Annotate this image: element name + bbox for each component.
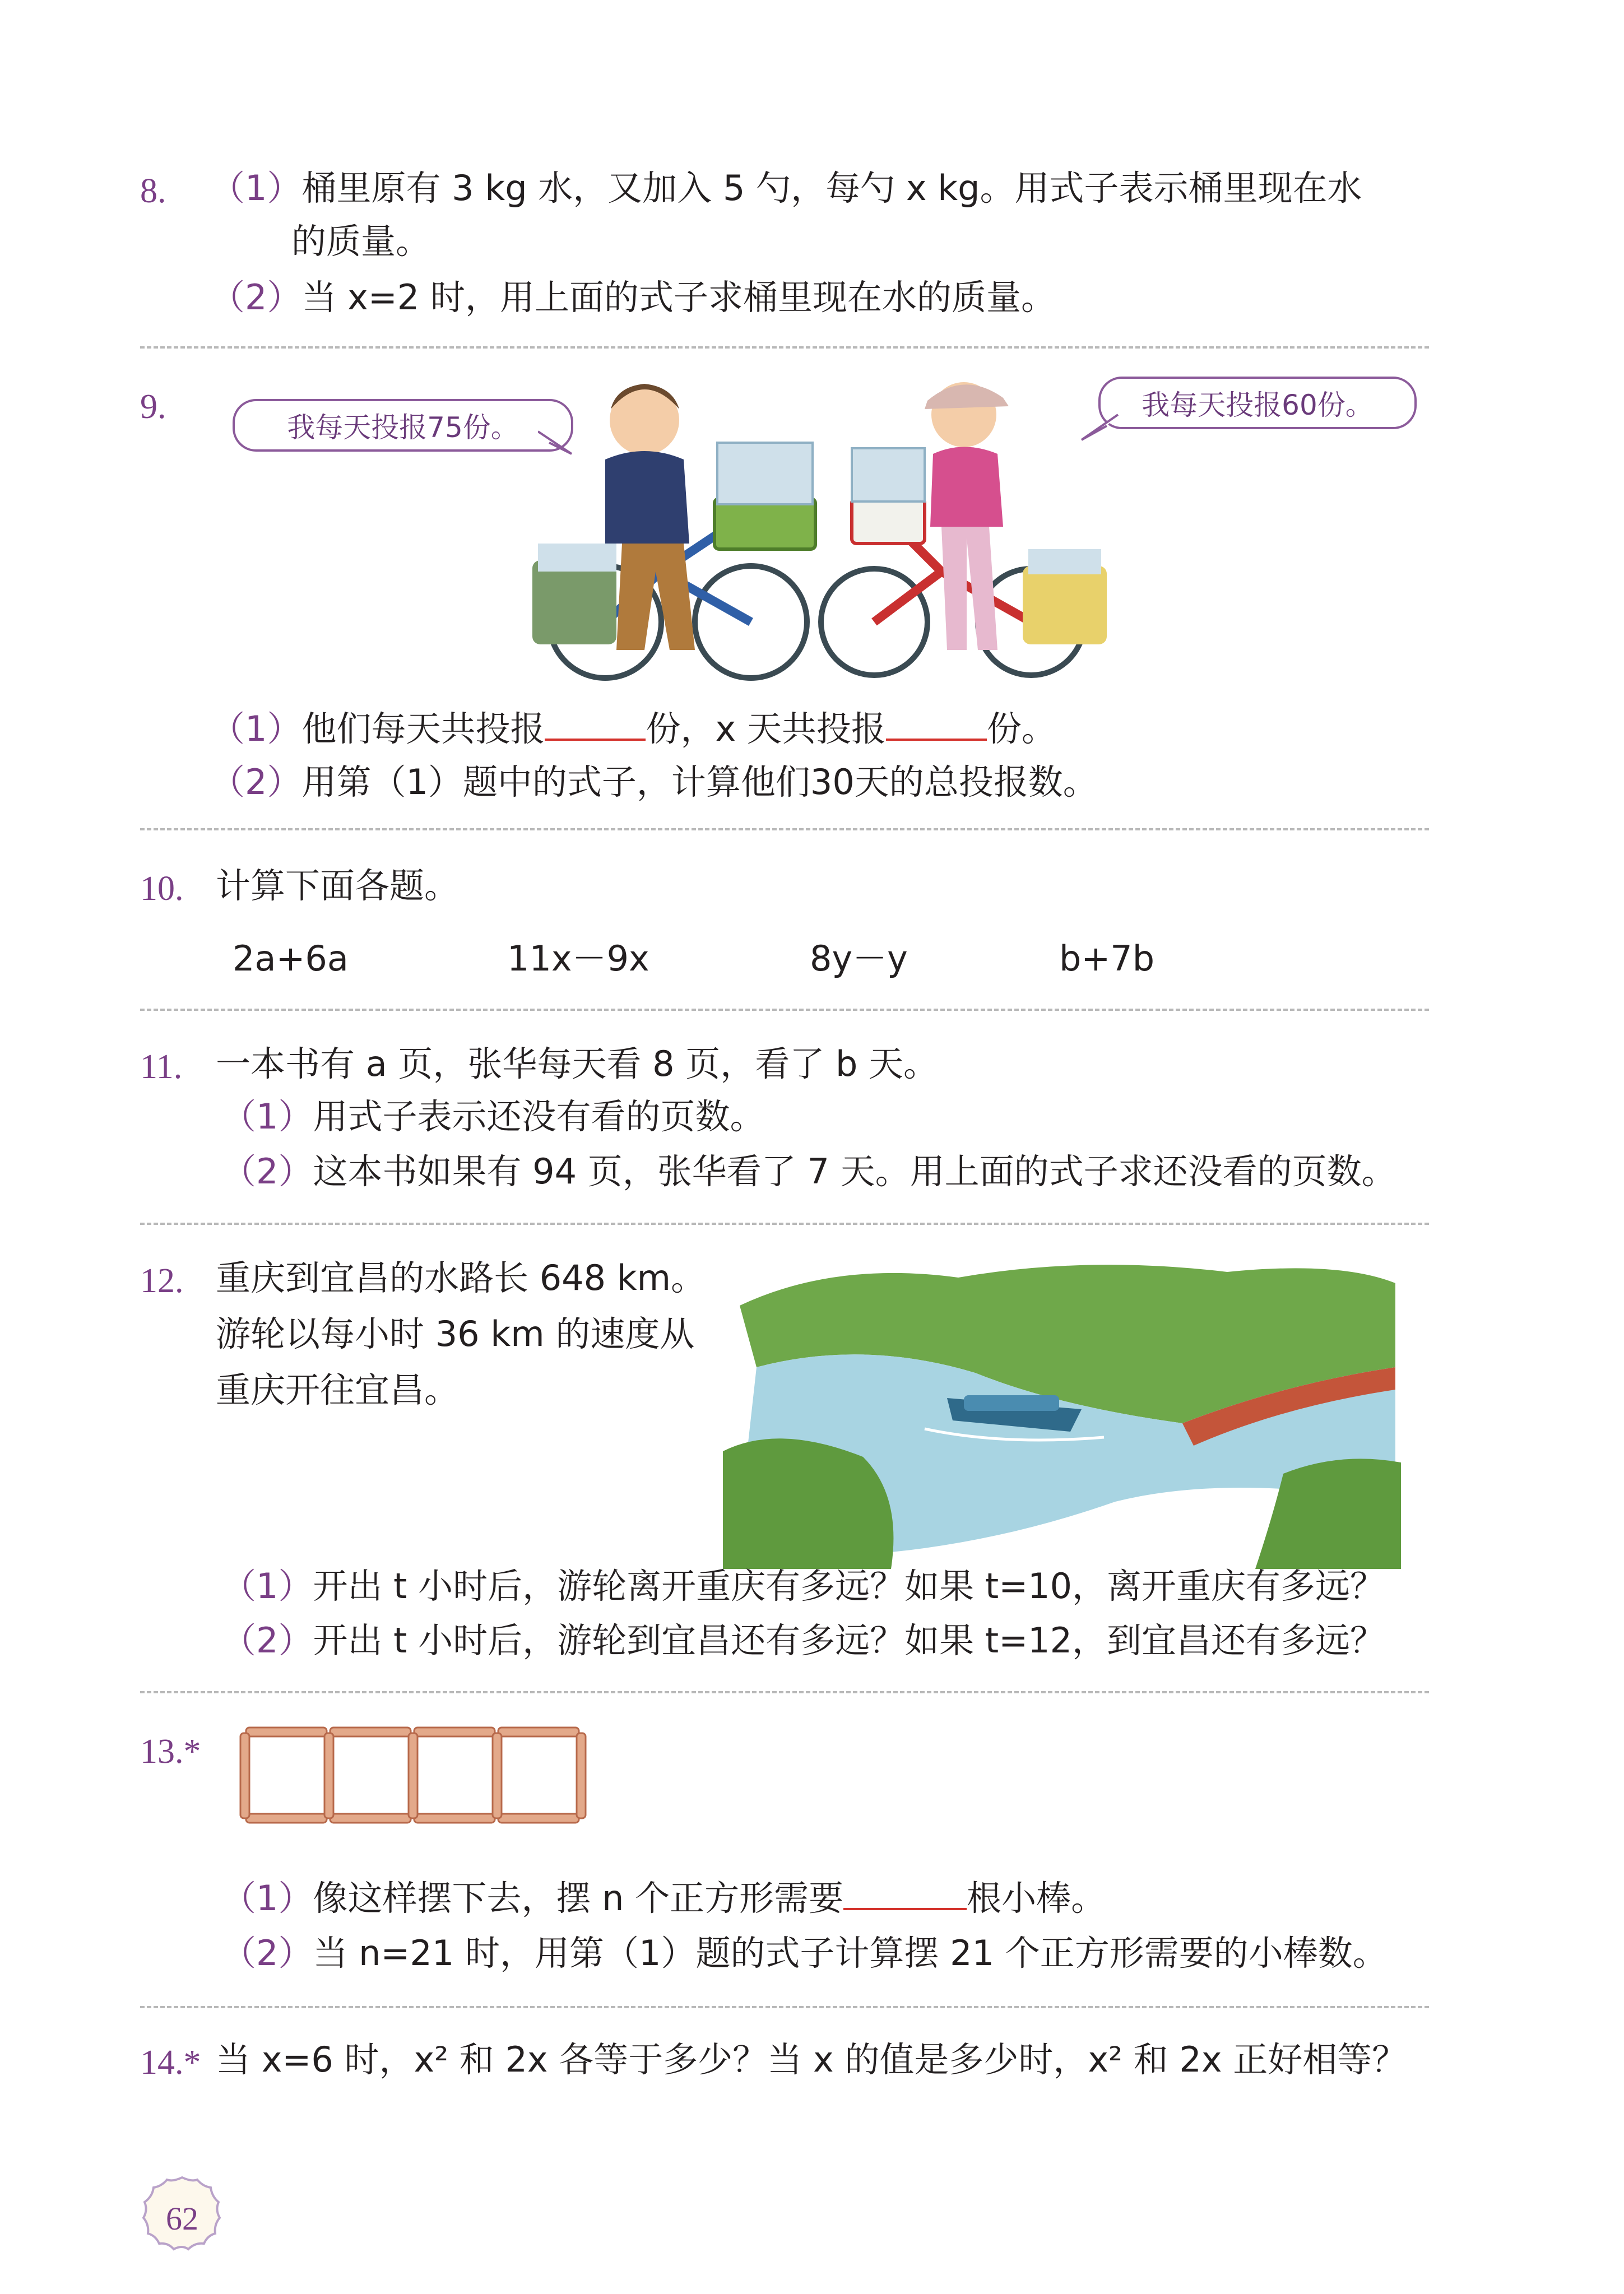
q9-part1-a: 他们每天共投报 — [301, 708, 545, 749]
q13-part1-b: 根小棒。 — [967, 1878, 1106, 1919]
illustration-newspaper-bikes — [516, 359, 1143, 695]
q12-part2-label: （2） — [221, 1620, 313, 1661]
speech-bubble-girl-text: 我每天投报60份。 — [1142, 389, 1374, 421]
q8-part1 — [210, 168, 1362, 208]
q11-part2-text: 这本书如果有 94 页，张华看了 7 天。用上面的式子求还没看的页数。 — [313, 1151, 1396, 1192]
q11-part1 — [221, 1096, 765, 1137]
separator — [140, 346, 1429, 349]
q10-expr-2: 11x－9x — [507, 938, 649, 979]
q12-part2 — [221, 1620, 1385, 1661]
q8-part2-label: （2） — [210, 277, 302, 318]
separator — [140, 1691, 1429, 1693]
illustration-river-cruise — [723, 1238, 1401, 1569]
q12-part1-text: 开出 t 小时后，游轮离开重庆有多远？如果 t=10，离开重庆有多远？ — [313, 1566, 1385, 1606]
q9-part1-b: 份，x 天共投报 — [646, 708, 886, 749]
q11-number: 11. — [140, 1048, 183, 1086]
speech-bubble-boy-text: 我每天投报75份。 — [287, 411, 519, 444]
page-number-badge — [140, 2174, 224, 2258]
q10-expr-3: 8y－y — [810, 938, 908, 979]
q9-part2-text: 用第（1）题中的式子，计算他们30天的总投报数。 — [301, 761, 1098, 802]
answer-blank[interactable] — [545, 711, 646, 741]
q11-part1-text: 用式子表示还没有看的页数。 — [313, 1096, 765, 1137]
q12-part1-label: （1） — [221, 1566, 313, 1606]
q13-part2-label: （2） — [221, 1933, 313, 1973]
separator — [140, 828, 1429, 830]
q12-line2: 游轮以每小时 36 km 的速度从 — [216, 1313, 695, 1354]
q12-line1: 重庆到宜昌的水路长 648 km。 — [216, 1257, 706, 1298]
q11-text: 一本书有 a 页，张华每天看 8 页，看了 b 天。 — [216, 1043, 939, 1084]
q8-part1-label: （1） — [210, 168, 302, 208]
q10-text: 计算下面各题。 — [216, 865, 460, 906]
q11-part1-label: （1） — [221, 1096, 313, 1137]
q12-line3: 重庆开往宜昌。 — [216, 1369, 460, 1410]
q9-part1 — [210, 708, 1056, 749]
q8-part2 — [210, 277, 1056, 318]
q8-part1-line1: 桶里原有 3 kg 水，又加入 5 勺，每勺 x kg。用式子表示桶里现在水 — [301, 168, 1362, 208]
q13-part1 — [221, 1878, 1106, 1919]
q12-part2-text: 开出 t 小时后，游轮到宜昌还有多远？如果 t=12，到宜昌还有多远？ — [313, 1620, 1385, 1661]
q8-part2-text: 当 x=2 时，用上面的式子求桶里现在水的质量。 — [301, 277, 1056, 318]
q9-part2-label: （2） — [210, 761, 302, 802]
q10-expr-1: 2a+6a — [233, 938, 349, 979]
q9-part1-label: （1） — [210, 708, 302, 749]
q11-part2 — [221, 1151, 1396, 1192]
q13-part2 — [221, 1933, 1388, 1973]
q8-part1-line2: 的质量。 — [291, 221, 431, 262]
q10-number: 10. — [140, 870, 184, 908]
q8-number: 8. — [140, 172, 166, 210]
page-number: 62 — [166, 2200, 198, 2237]
separator — [140, 2006, 1429, 2008]
q11-part2-label: （2） — [221, 1151, 313, 1192]
answer-blank[interactable] — [886, 711, 987, 741]
q9-number: 9. — [140, 388, 166, 426]
speech-bubble-girl — [1098, 377, 1417, 429]
separator — [140, 1223, 1429, 1225]
separator — [140, 1009, 1429, 1011]
q14-text: 当 x=6 时，x² 和 2x 各等于多少？当 x 的值是多少时，x² 和 2x 正好相等？ — [216, 2039, 1407, 2080]
q13-part2-text: 当 n=21 时，用第（1）题的式子计算摆 21 个正方形需要的小棒数。 — [313, 1933, 1388, 1973]
q10-expr-4: b+7b — [1059, 938, 1155, 979]
q13-part1-label: （1） — [221, 1878, 313, 1919]
q9-part2 — [210, 761, 1098, 802]
matchstick-squares-figure — [238, 1723, 591, 1827]
q13-number: 13.* — [140, 1733, 201, 1771]
q12-number: 12. — [140, 1262, 184, 1300]
q12-part1 — [221, 1566, 1385, 1606]
q13-part1-a: 像这样摆下去，摆 n 个正方形需要 — [313, 1878, 844, 1919]
q9-part1-c: 份。 — [986, 708, 1056, 749]
answer-blank[interactable] — [843, 1880, 967, 1910]
q14-number: 14.* — [140, 2044, 201, 2082]
